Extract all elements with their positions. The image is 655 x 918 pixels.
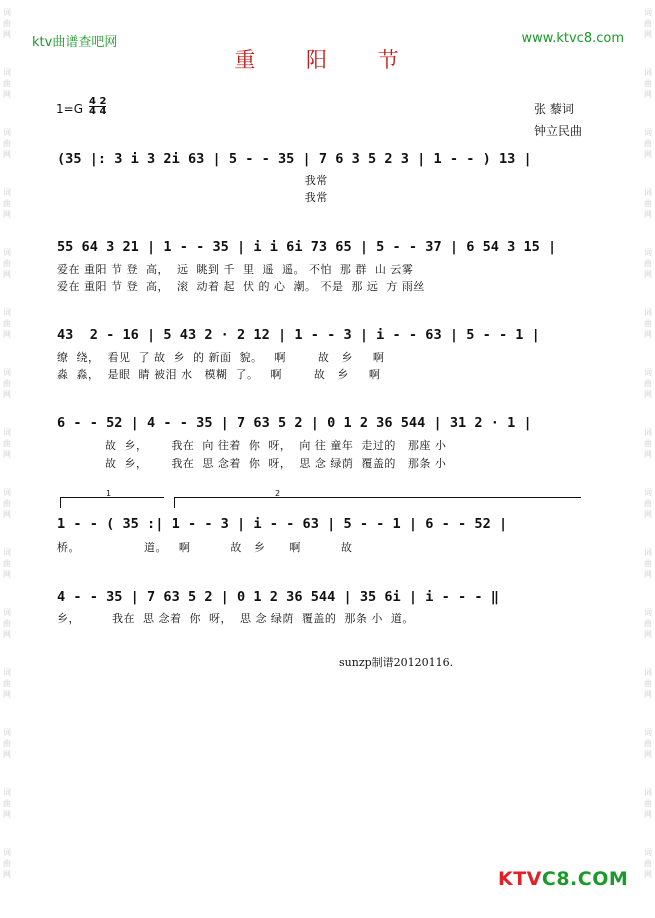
- score-line-4-lyric-verse-1: 故 乡， 我在 向 往着 你 呀， 向 往 童年 走过的 那座 小: [57, 439, 447, 452]
- watermark-glyph: 曲: [644, 139, 652, 148]
- score-line-2-notes: 55 64 3 21 | 1 - - 35 | i i 6i 73 65 | 5 - - 37 | 6 54 3 15 |: [57, 239, 557, 255]
- watermark-glyph: 网: [3, 330, 11, 339]
- watermark-glyph: 网: [3, 690, 11, 699]
- watermark-glyph: 曲: [3, 379, 11, 388]
- watermark-glyph: 词: [3, 548, 11, 557]
- watermark-glyph: 词: [3, 308, 11, 317]
- time-signature: [89, 97, 106, 116]
- watermark-glyph: 曲: [644, 199, 652, 208]
- watermark-glyph: 网: [3, 90, 11, 99]
- watermark-glyph: 词: [3, 788, 11, 797]
- watermark-glyph: 网: [3, 210, 11, 219]
- watermark-glyph: 网: [644, 750, 652, 759]
- watermark-glyph: 网: [644, 630, 652, 639]
- watermark-glyph: 词: [3, 368, 11, 377]
- score-line-1-lyric-verse-2: 我常: [57, 191, 328, 204]
- watermark-glyph: 词: [644, 188, 652, 197]
- watermark-glyph: 词: [644, 728, 652, 737]
- watermark-glyph: 网: [3, 750, 11, 759]
- watermark-glyph: 曲: [644, 19, 652, 28]
- volta-bracket-1: [60, 489, 164, 508]
- watermark-glyph: 曲: [644, 679, 652, 688]
- watermark-glyph: 网: [644, 330, 652, 339]
- watermark-glyph: 曲: [3, 79, 11, 88]
- site-logo[interactable]: [498, 868, 628, 890]
- watermark-glyph: 曲: [644, 499, 652, 508]
- watermark-glyph: 词: [644, 8, 652, 17]
- score-line-1-notes: (35 |: 3 i 3 2i 63 | 5 - - 35 | 7 6 3 5 2 3 | 1 - - ) 13 |: [57, 151, 532, 167]
- logo-part-ktv: KTV: [498, 868, 542, 890]
- watermark-glyph: 词: [3, 488, 11, 497]
- lyricist-credit: 张 藜词: [534, 102, 574, 116]
- watermark-glyph: 曲: [3, 559, 11, 568]
- watermark-glyph: 词: [644, 608, 652, 617]
- score-line-2-lyric-verse-2: 爱在 重阳 节 登 高， 滚 动着 起 伏 的 心 潮。 不是 那 远 方 雨丝: [57, 280, 425, 293]
- watermark-glyph: 曲: [644, 259, 652, 268]
- watermark-glyph: 词: [644, 488, 652, 497]
- watermark-glyph: 词: [3, 128, 11, 137]
- watermark-glyph: 词: [644, 308, 652, 317]
- watermark-glyph: 网: [644, 690, 652, 699]
- watermark-glyph: 曲: [644, 619, 652, 628]
- watermark-glyph: 曲: [3, 619, 11, 628]
- time-signature-bottom: 4 4: [89, 106, 107, 117]
- time-signature-top: 4 2: [89, 96, 107, 107]
- watermark-glyph: 曲: [3, 439, 11, 448]
- watermark-glyph: 曲: [3, 319, 11, 328]
- site-url[interactable]: www.ktvc8.com: [521, 31, 624, 46]
- watermark-glyph: 曲: [644, 799, 652, 808]
- watermark-glyph: 曲: [644, 79, 652, 88]
- key-signature: 1=G: [56, 102, 83, 116]
- score-line-4-notes: 6 - - 52 | 4 - - 35 | 7 63 5 2 | 0 1 2 36 544 | 31 2 · 1 |: [57, 415, 532, 431]
- song-title: 重 阳 节: [234, 48, 421, 72]
- watermark-glyph: 词: [3, 608, 11, 617]
- watermark-glyph: 网: [3, 390, 11, 399]
- score-line-3-lyric-verse-2: 淼 淼， 是眼 睛 被泪 水 模糊 了。 啊 故 乡 啊: [57, 368, 381, 381]
- watermark-glyph: 网: [3, 150, 11, 159]
- watermark-glyph: 词: [3, 248, 11, 257]
- watermark-glyph: 词: [644, 668, 652, 677]
- watermark-glyph: 曲: [3, 799, 11, 808]
- score-line-6-lyric: 乡， 我在 思 念着 你 呀， 思 念 绿荫 覆盖的 那条 小 道。: [57, 612, 414, 625]
- score-line-1-lyric-verse-1: 我常: [57, 174, 328, 187]
- watermark-glyph: 网: [644, 510, 652, 519]
- score-line-5-lyric: 桥。 道。 啊 故 乡 啊 故: [57, 541, 353, 554]
- watermark-glyph: 曲: [3, 19, 11, 28]
- left-watermark-strip: [0, 0, 14, 918]
- watermark-glyph: 网: [644, 870, 652, 879]
- watermark-glyph: 曲: [3, 139, 11, 148]
- watermark-glyph: 网: [644, 270, 652, 279]
- score-line-5-notes: 1 - - ( 35 :| 1 - - 3 | i - - 63 | 5 - - 1 | 6 - - 52 |: [57, 516, 508, 532]
- watermark-glyph: 曲: [644, 439, 652, 448]
- site-name[interactable]: ktv曲谱查吧网: [32, 35, 118, 50]
- watermark-glyph: 网: [3, 870, 11, 879]
- watermark-glyph: 曲: [644, 379, 652, 388]
- watermark-glyph: 词: [3, 8, 11, 17]
- watermark-glyph: 网: [644, 570, 652, 579]
- watermark-glyph: 词: [644, 368, 652, 377]
- watermark-glyph: 曲: [644, 859, 652, 868]
- watermark-glyph: 网: [644, 150, 652, 159]
- score-line-2-lyric-verse-1: 爱在 重阳 节 登 高， 远 眺到 千 里 遥 遥。 不怕 那 群 山 云雾: [57, 263, 414, 276]
- score-line-3-notes: 43 2 - 16 | 5 43 2 · 2 12 | 1 - - 3 | i - - 63 | 5 - - 1 |: [57, 327, 540, 343]
- watermark-glyph: 曲: [3, 679, 11, 688]
- watermark-glyph: 网: [3, 510, 11, 519]
- watermark-glyph: 曲: [3, 259, 11, 268]
- watermark-glyph: 词: [3, 188, 11, 197]
- watermark-glyph: 曲: [3, 859, 11, 868]
- watermark-glyph: 词: [3, 668, 11, 677]
- volta-1-number: 1: [106, 489, 112, 498]
- watermark-glyph: 词: [644, 428, 652, 437]
- watermark-glyph: 曲: [3, 499, 11, 508]
- watermark-glyph: 词: [3, 848, 11, 857]
- watermark-glyph: 曲: [3, 199, 11, 208]
- watermark-glyph: 词: [644, 248, 652, 257]
- logo-part-c8: C8.COM: [541, 868, 629, 890]
- watermark-glyph: 网: [3, 270, 11, 279]
- right-watermark-strip: [641, 0, 655, 918]
- watermark-glyph: 词: [644, 128, 652, 137]
- watermark-glyph: 词: [644, 68, 652, 77]
- score-line-6-notes: 4 - - 35 | 7 63 5 2 | 0 1 2 36 544 | 35 6i | i - - - ‖: [57, 589, 499, 605]
- watermark-glyph: 网: [644, 90, 652, 99]
- volta-bracket-2: [174, 489, 581, 508]
- watermark-glyph: 词: [644, 848, 652, 857]
- transcriber-credit: sunzp制谱20120116.: [339, 656, 454, 669]
- watermark-glyph: 网: [644, 450, 652, 459]
- watermark-glyph: 网: [644, 810, 652, 819]
- watermark-glyph: 网: [644, 30, 652, 39]
- watermark-glyph: 词: [3, 428, 11, 437]
- watermark-glyph: 曲: [3, 739, 11, 748]
- watermark-glyph: 网: [3, 810, 11, 819]
- watermark-glyph: 网: [3, 630, 11, 639]
- watermark-glyph: 网: [644, 390, 652, 399]
- volta-2-number: 2: [275, 489, 281, 498]
- watermark-glyph: 词: [3, 728, 11, 737]
- watermark-glyph: 曲: [644, 739, 652, 748]
- watermark-glyph: 曲: [644, 559, 652, 568]
- score-line-3-lyric-verse-1: 缭 绕， 看见 了 故 乡 的 新面 貌。 啊 故 乡 啊: [57, 351, 385, 364]
- composer-credit: 钟立民曲: [534, 124, 583, 138]
- watermark-glyph: 词: [644, 548, 652, 557]
- watermark-glyph: 网: [3, 30, 11, 39]
- watermark-glyph: 网: [3, 450, 11, 459]
- score-line-4-lyric-verse-2: 故 乡， 我在 思 念着 你 呀， 思 念 绿荫 覆盖的 那条 小: [57, 457, 447, 470]
- watermark-glyph: 曲: [644, 319, 652, 328]
- watermark-glyph: 网: [644, 210, 652, 219]
- watermark-glyph: 词: [3, 68, 11, 77]
- watermark-glyph: 网: [3, 570, 11, 579]
- watermark-glyph: 词: [644, 788, 652, 797]
